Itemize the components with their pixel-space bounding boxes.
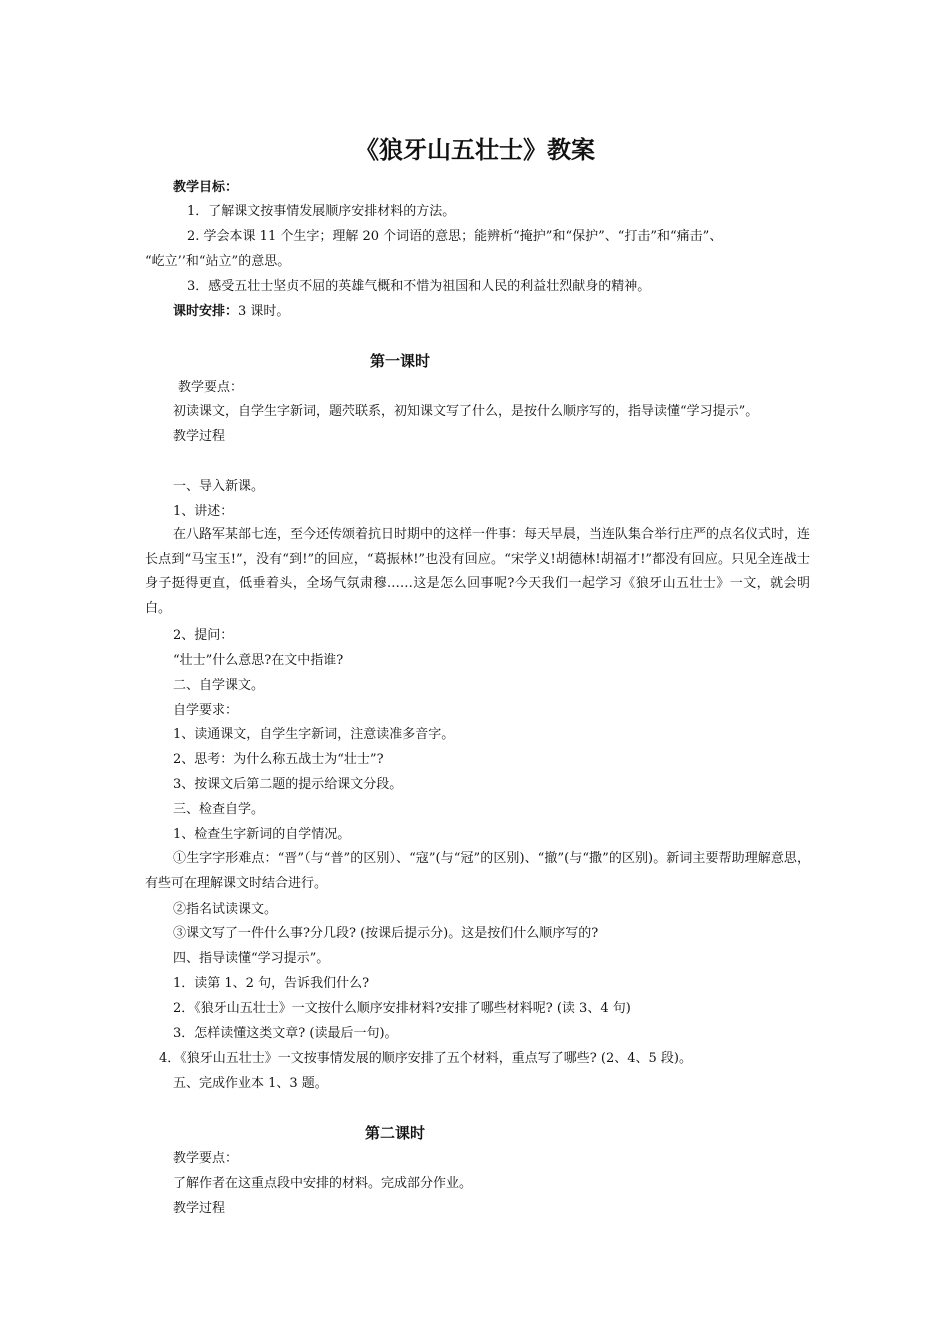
- goal-item-2-line-1: 2. 学会本课 11 个生字；理解 20 个词语的意思；能辨析“掩护”和“保护”、“打击”和“痛击”、: [187, 229, 723, 244]
- step-3-heading: 三、检查自学。: [173, 802, 265, 817]
- lesson-1-points: 初读课文，自学生字新词，题茓联系，初知课文写了什么，是按什么顺序写的，指导读懂“学习提示”。: [173, 404, 759, 419]
- step-2-3: 3、按课文后第二题的提示给课文分段。: [173, 777, 403, 792]
- step-1-1: 1、讲述：: [173, 504, 234, 519]
- goal-item-2-line-2: “屹立’’和“站立”的意思。: [145, 254, 291, 269]
- step-3-b: ②指名试读课文。: [173, 902, 278, 917]
- step-1-2: 2、提问：: [173, 628, 234, 643]
- lesson-1-process-label: 教学过程: [173, 429, 226, 444]
- question-1: “壮士”什么意思?在文中指谁?: [173, 653, 344, 668]
- step-3-1: 1、检查生字新词的自学情况。: [173, 827, 351, 842]
- step-2-requirements: 自学要求：: [173, 703, 239, 718]
- lesson-2-points-label: 教学要点：: [173, 1151, 239, 1166]
- step-2-heading: 二、自学课文。: [173, 678, 265, 693]
- schedule-label: 课时安排：: [173, 304, 239, 319]
- lesson-2-heading: 第二课时: [364, 1124, 425, 1142]
- goal-item-1: 1．了解课文按事情发展顺序安排材料的方法。: [187, 204, 456, 219]
- step-5-heading: 五、完成作业本 1、3 题。: [173, 1076, 328, 1091]
- step-2-1: 1、读通课文，自学生字新词，注意读准多音字。: [173, 727, 455, 742]
- schedule-value: 3 课时。: [238, 304, 290, 319]
- step-4-2: 2．《狼牙山五壮士》一文按什么顺序安排材料?安排了哪些材料呢? (读 3、4 句): [173, 1001, 631, 1016]
- goal-item-3: 3．感受五壮士坚贞不屈的英雄气概和不惜为祖国和人民的利益壮烈献身的精神。: [187, 279, 651, 294]
- lesson-2-points: 了解作者在这重点段中安排的材料。完成部分作业。: [173, 1176, 473, 1191]
- step-2-2: 2、思考：为什么称五战士为“壮士”?: [173, 752, 384, 767]
- lesson-1-heading: 第一课时: [369, 352, 430, 370]
- lesson-1-points-label: 教学要点：: [178, 380, 244, 395]
- step-1-heading: 一、导入新课。: [173, 479, 265, 494]
- intro-story-paragraph: 在八路军某部七连，至今还传颂着抗日时期中的这样一件事：每天早晨，当连队集合举行庄严的点名仪式时，连长点到“马宝玉!”，没有“到!”的回应，“葛振林!”也没有回应。“宋学义!胡德林!胡福才!”都没有回应。只见全连战士身子挺得更直，低垂着头，全场气氛肃穆……这是怎么回事呢?今天我们一起学习《狼牙山五壮士》一文，就会明白。: [145, 527, 811, 616]
- page-title: 《狼牙山五壮士》教案: [355, 136, 595, 164]
- goals-heading: 教学目标：: [173, 180, 239, 195]
- step-3-a-paragraph: ①生字字形难点：“晋”（与“普”的区别）、“寇”(与“冠”的区别)、“撤”(与“撒”的区别)。新词主要帮助理解意思，有些可在理解课文时结合进行。: [145, 851, 810, 891]
- step-4-heading: 四、指导读懂“学习提示”。: [173, 951, 330, 966]
- step-3-c: ③课文写了一件什么事?分几段? (按课后提示分)。这是按们什么顺序写的?: [173, 926, 599, 941]
- step-4-1: 1．读第 1、2 句，告诉我们什么?: [173, 976, 370, 991]
- lesson-2-process-label: 教学过程: [173, 1201, 226, 1216]
- step-4-3: 3．怎样读懂这类文章? (读最后一句)。: [173, 1026, 398, 1041]
- schedule-line: [173, 299, 838, 324]
- step-4-4: 4．《狼牙山五壮士》一文按事情发展的顺序安排了五个材料，重点写了哪些? (2、4、5 段)。: [159, 1051, 692, 1066]
